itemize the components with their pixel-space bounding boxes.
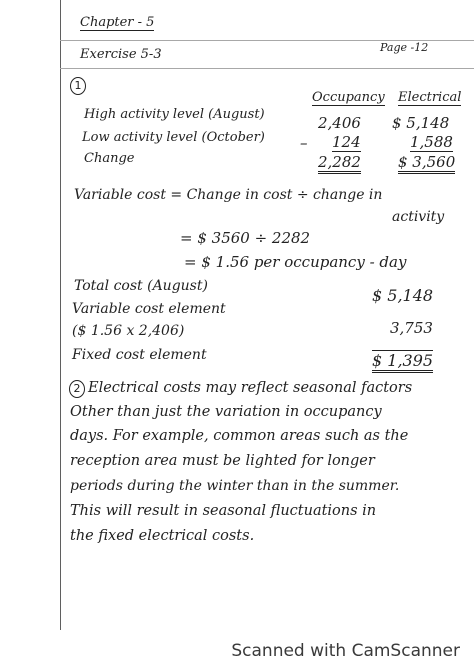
variable-cost-formula: Variable cost = Change in cost ÷ change in [74, 187, 383, 203]
fixed-element-label: Fixed cost element [72, 347, 207, 363]
row-low-occupancy: 124 [332, 133, 361, 151]
row-change-occupancy: 2,282 [318, 155, 361, 174]
variable-element-value: 3,753 [390, 319, 433, 337]
row-high-occupancy: 2,406 [318, 114, 361, 132]
scanner-footer [0, 630, 474, 670]
part-2-line-1: Electrical costs may reflect seasonal factors [88, 380, 413, 396]
minus-sign: – [300, 134, 308, 152]
part-2-line-5: periods during the winter than in the summer. [70, 478, 400, 494]
part-2-line-3: days. For example, common areas such as the [70, 428, 409, 444]
part-2-line-6: This will result in seasonal fluctuations in [70, 503, 377, 519]
variable-cost-formula-cont: activity [392, 209, 445, 225]
electrical-column-header: Electrical [398, 90, 462, 105]
calc-line-1: = $ 3560 ÷ 2282 [180, 229, 311, 247]
fixed-element-value: $ 1,395 [372, 350, 433, 373]
part-2-line-2: Other than just the variation in occupancy [70, 404, 382, 420]
ruled-line [60, 68, 474, 69]
part-2-line-7: the fixed electrical costs. [70, 528, 255, 544]
part-2-line-4: reception area must be lighted for longer [70, 453, 375, 469]
variable-element-label: Variable cost element [72, 301, 226, 317]
total-cost-label: Total cost (August) [74, 278, 208, 294]
exercise-heading: Exercise 5-3 [80, 47, 162, 62]
row-change-electrical: $ 3,560 [398, 155, 455, 174]
camscanner-watermark: Scanned with CamScanner [231, 641, 460, 661]
row-label-high: High activity level (August) [84, 107, 265, 122]
chapter-heading: Chapter - 5 [80, 15, 155, 30]
calc-line-2: = $ 1.56 per occupancy - day [184, 253, 407, 271]
row-high-electrical: $ 5,148 [392, 114, 450, 132]
variable-element-detail: ($ 1.56 x 2,406) [72, 323, 185, 339]
margin-line [60, 0, 61, 630]
part-2-marker: 2 [69, 380, 85, 398]
part-1-marker: 1 [70, 77, 86, 95]
row-label-change: Change [84, 151, 135, 166]
row-label-low: Low activity level (October) [82, 130, 265, 145]
page-number: Page -12 [380, 41, 429, 54]
occupancy-column-header: Occupancy [312, 90, 385, 105]
total-cost-value: $ 5,148 [372, 286, 434, 305]
row-low-electrical: 1,588 [410, 133, 453, 151]
